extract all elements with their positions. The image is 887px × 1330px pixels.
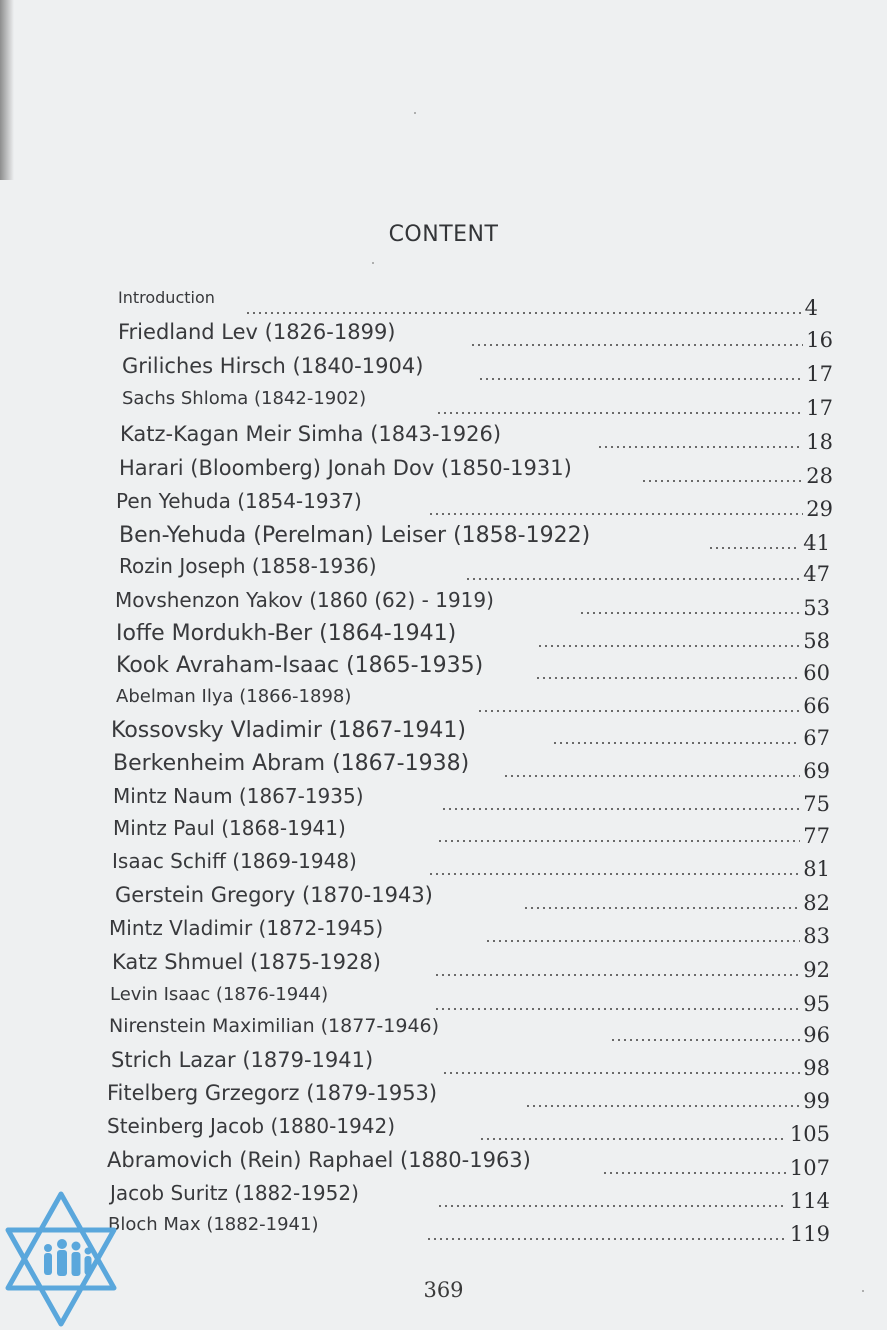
page-title: CONTENT [388,222,499,247]
scan-speck [372,262,374,264]
toc-entry [0,487,887,521]
entry-name: Griliches Hirsch (1840-1904) [122,354,424,378]
entry-name: Steinberg Jacob (1880-1942) [107,1114,396,1138]
dot-leader [708,547,800,549]
toc-entry [0,352,887,386]
dot-leader [478,378,803,380]
entry-page: 82 [803,891,830,915]
dot-leader [477,710,800,712]
dot-leader [436,412,803,414]
scan-speck [414,112,416,114]
entry-name: Mintz Paul (1868-1941) [113,816,346,840]
toc-entry [0,948,887,982]
entry-name: Harari (Bloomberg) Jonah Dov (1850-1931) [119,456,572,480]
entry-page: 96 [803,1023,830,1047]
entry-page: 41 [803,531,830,555]
dot-leader [579,612,800,614]
toc-entry [0,1212,887,1246]
entry-page: 69 [803,759,830,783]
entry-name: Ioffe Mordukh-Ber (1864-1941) [116,621,457,646]
toc-entry [0,814,887,848]
dot-leader [434,1008,800,1010]
entry-name: Mintz Naum (1867-1935) [113,784,364,808]
toc-entry [0,749,887,783]
toc-entry [0,716,887,750]
page-edge-shadow [0,0,14,180]
toc-entry [0,454,887,488]
dot-leader [597,446,803,448]
toc-entry [0,881,887,915]
toc-entry [0,286,887,320]
toc-entry [0,914,887,948]
entry-name: Gerstein Gregory (1870-1943) [115,883,433,907]
dot-leader [428,873,800,875]
entry-page: 95 [803,992,830,1016]
dot-leader [470,344,803,346]
toc-entry [0,552,887,586]
entry-name: Introduction [118,288,215,307]
star-of-david-family-icon [0,1188,122,1330]
entry-page: 17 [806,362,833,386]
entry-name: Abelman Ilya (1866-1898) [116,686,352,707]
entry-name: Bloch Max (1882-1941) [108,1214,319,1235]
entry-page: 119 [789,1222,830,1246]
toc-entry [0,782,887,816]
toc-entry [0,1112,887,1146]
entry-name: Jacob Suritz (1882-1952) [110,1181,359,1205]
dot-leader [437,1205,787,1207]
dot-leader [426,1238,787,1240]
dot-leader [641,480,803,482]
entry-name: Movshenzon Yakov (1860 (62) - 1919) [115,588,494,612]
entry-name: Kook Avraham-Isaac (1865-1935) [116,653,484,678]
toc-entry [0,651,887,685]
dot-leader [442,1072,800,1074]
toc-entry [0,1179,887,1213]
entry-page: 107 [789,1156,830,1180]
entry-page: 98 [803,1056,830,1080]
toc-entry [0,318,887,352]
entry-page: 77 [803,824,830,848]
dot-leader [245,312,802,314]
entry-name: Abramovich (Rein) Raphael (1880-1963) [107,1148,531,1172]
dot-leader [523,907,800,909]
entry-page: 67 [803,726,830,750]
toc-entry [0,1079,887,1113]
entry-page: 16 [806,328,833,352]
dot-leader [428,513,803,515]
entry-page: 75 [803,792,830,816]
toc-entry [0,982,887,1016]
entry-name: Pen Yehuda (1854-1937) [116,489,362,513]
entry-page: 92 [803,958,830,982]
entry-name: Mintz Vladimir (1872-1945) [109,916,384,940]
entry-name: Levin Isaac (1876-1944) [110,984,329,1005]
entry-page: 18 [806,430,833,454]
dot-leader [503,775,800,777]
page-number: 369 [423,1278,464,1302]
entry-page: 47 [803,562,830,586]
dot-leader [552,742,800,744]
entry-name: Nirenstein Maximilian (1877-1946) [109,1015,440,1037]
entry-page: 66 [803,694,830,718]
entry-name: Fitelberg Grzegorz (1879-1953) [107,1081,438,1105]
toc-entry [0,1146,887,1180]
entry-name: Rozin Joseph (1858-1936) [119,554,377,578]
entry-page: 28 [806,464,833,488]
dot-leader [485,940,800,942]
dot-leader [465,578,800,580]
entry-page: 17 [806,396,833,420]
entry-name: Berkenheim Abram (1867-1938) [113,751,470,776]
entry-name: Katz-Kagan Meir Simha (1843-1926) [120,422,502,446]
entry-name: Friedland Lev (1826-1899) [118,320,396,344]
entry-name: Kossovsky Vladimir (1867-1941) [111,718,467,743]
entry-name: Isaac Schiff (1869-1948) [112,849,357,873]
dot-leader [437,840,800,842]
entry-page: 4 [804,296,818,320]
dot-leader [537,645,800,647]
toc-entry [0,521,887,555]
toc-entry [0,586,887,620]
dot-leader [441,808,800,810]
toc-entry [0,420,887,454]
dot-leader [535,677,800,679]
dot-leader [610,1039,800,1041]
entry-page: 105 [789,1122,830,1146]
entry-name: Ben-Yehuda (Perelman) Leiser (1858-1922) [119,523,591,548]
entry-page: 29 [806,497,833,521]
toc-entry [0,619,887,653]
entry-name: Sachs Shloma (1842-1902) [122,388,367,409]
toc-entry [0,847,887,881]
dot-leader [602,1172,787,1174]
dot-leader [479,1138,787,1140]
entry-page: 58 [803,629,830,653]
entry-page: 99 [803,1089,830,1113]
dot-leader [434,974,800,976]
dot-leader [525,1105,800,1107]
toc-entry [0,684,887,718]
entry-page: 81 [803,857,830,881]
toc-entry [0,1013,887,1047]
entry-page: 60 [803,661,830,685]
entry-name: Katz Shmuel (1875-1928) [112,950,381,974]
entry-page: 114 [789,1189,830,1213]
entry-page: 83 [803,924,830,948]
toc-entry [0,386,887,420]
toc-entry [0,1046,887,1080]
entry-page: 53 [803,596,830,620]
entry-name: Strich Lazar (1879-1941) [111,1048,374,1072]
